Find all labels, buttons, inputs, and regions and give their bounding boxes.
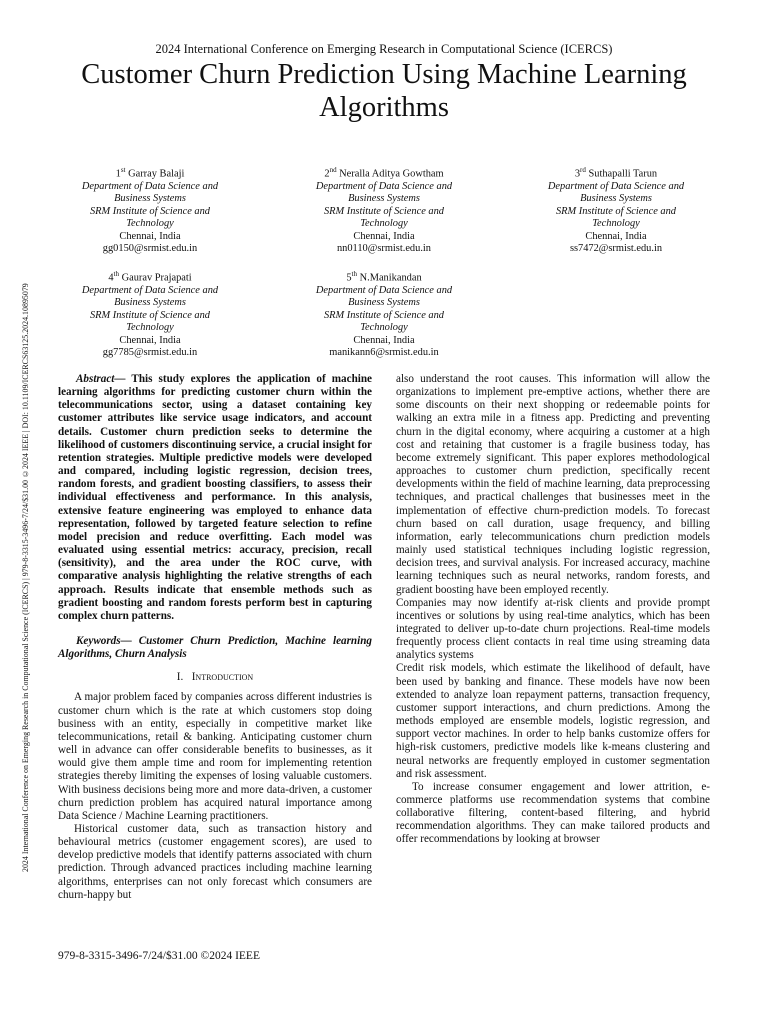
paper-title: Customer Churn Prediction Using Machine Learning Algorithms: [81, 59, 687, 123]
left-column: [58, 373, 372, 902]
section-title: Introduction: [191, 671, 254, 684]
author-city: Chennai, India: [119, 230, 181, 242]
abstract-text: This study explores the application of machine learning algorithms for predicting customer churn within the telecommunications sector, using a dataset containing key customer attributes like service usage indicators, and account details. Customer churn prediction seeks to determine the likelihood of customers discontinuing service, a crucial insight for retention strategies. Multiple predictive models were developed and compared, including logistic regression, decision trees, random forests, and gradient boosting classifiers, to assess their individual effectiveness and performance. In this analysis, extensive feature engineering was employed to enhance data representation, followed by targeted feature selection to refine model precision and reduce overfitting. Each model was evaluated using essential metrics: accuracy, precision, recall (sensitivity), and the area under the ROC curve, with comparative analysis highlighting the relative strengths of each approach. Results indicate that ensemble methods such as gradient boosting and random forests perform best in capturing complex churn patterns.: [58, 373, 372, 622]
author-dept: Business Systems: [348, 297, 420, 309]
author-city: Chennai, India: [585, 230, 647, 242]
keywords: Keywords— Customer Churn Prediction, Machine learning Algorithms, Churn Analysis: [58, 634, 372, 661]
conference-header: 2024 International Conference on Emerging Research in Computational Science (ICERCS): [155, 42, 613, 56]
author-institute: Technology: [126, 218, 174, 230]
author-name: 3rd Suthapalli Tarun: [574, 166, 658, 180]
author-email: gg0150@srmist.edu.in: [102, 242, 198, 254]
author-institute: Technology: [126, 322, 174, 334]
doi-sidebar: 2024 International Conference on Emerging Research in Computational Science (ICERCS) | 979-8-3315-3496-7/24/$31.00 ©2024 IEEE | DOI: 10.1109/ICERCS63125.2024.10895079: [21, 283, 30, 872]
author-institute: Technology: [592, 218, 640, 230]
author-institute: SRM Institute of Science and: [89, 205, 211, 217]
author-block-3: [511, 164, 721, 255]
author-email: manikann6@srmist.edu.in: [329, 346, 439, 358]
right-column: [396, 373, 710, 847]
author-name: 2nd Neralla Aditya Gowtham: [324, 166, 444, 180]
author-block-2: [279, 164, 489, 255]
author-dept: Business Systems: [114, 193, 186, 205]
author-dept: Department of Data Science and: [81, 180, 219, 192]
footer-copyright: 979-8-3315-3496-7/24/$31.00 ©2024 IEEE: [58, 950, 260, 962]
author-block-5: [279, 268, 489, 359]
section-heading: [58, 671, 372, 684]
paragraph: Companies may now identify at-risk clients and provide prompt incentives or solutions by using real-time analytics, which has been integrated to deliver up-to-date churn projections. Real-time models frequently process client contacts in real time using streaming data analytics systems: [396, 596, 710, 662]
author-dept: Business Systems: [348, 193, 420, 205]
author-dept: Department of Data Science and: [315, 284, 453, 296]
author-email: ss7472@srmist.edu.in: [569, 242, 663, 254]
author-dept: Department of Data Science and: [547, 180, 685, 192]
author-name: 1st Garray Balaji: [115, 166, 185, 180]
author-institute: SRM Institute of Science and: [89, 309, 211, 321]
author-city: Chennai, India: [353, 230, 415, 242]
paragraph: A major problem faced by companies across different industries is customer churn which is the rate at which customers stop doing business with an entity, especially in competitive market like telecommunications, retail & banking. Anticipating customer churn well in advance can offer considerable benefits to businesses, as it would give them ample time and room for implementing retention strategies thereby limiting the expenses of losing valuable customers. With business decisions being more and more data-driven, a customer churn prediction problem has acquired natural importance among Data Science / Machine Learning practitioners.: [58, 691, 372, 822]
author-institute: SRM Institute of Science and: [555, 205, 677, 217]
author-dept: Business Systems: [114, 297, 186, 309]
section-number: I.: [176, 671, 184, 684]
paragraph: Credit risk models, which estimate the likelihood of default, have been used by banking and finance. These models have now been extended to analyze loan repayment patterns, transaction frequency, customer support interactions, and churn predictions. Among the methods employed are ensemble models, logistic regression, and support vector machines. In order to help banks customize offers for high-risk customers, predictive models like k-means clustering and neural networks are frequently employed in customer segmentation and risk assessment.: [396, 662, 710, 780]
author-institute: Technology: [360, 322, 408, 334]
abstract: [58, 373, 372, 623]
paragraph: To increase consumer engagement and lower attrition, e-commerce platforms use recommendation systems that combine collaborative filtering, content-based filtering, and hybrid recommendation algorithms. They can make tailored products and offer recommendations by looking at browser: [396, 780, 710, 846]
author-city: Chennai, India: [353, 334, 415, 346]
author-email: gg7785@srmist.edu.in: [102, 346, 198, 358]
author-institute: SRM Institute of Science and: [323, 309, 445, 321]
author-dept: Department of Data Science and: [315, 180, 453, 192]
author-institute: SRM Institute of Science and: [323, 205, 445, 217]
author-block-1: [45, 164, 255, 255]
author-block-4: [45, 268, 255, 359]
author-name: 4th Gaurav Prajapati: [108, 270, 192, 284]
paragraph: Historical customer data, such as transaction history and behavioural metrics (customer engagement scores), are used to develop predictive models that identify patterns associated with churn prediction. Through advanced practices including machine learning algorithms, enterprises can not only forecast which consumers are churn-happy but: [58, 823, 372, 901]
abstract-label: Abstract—: [76, 373, 126, 385]
author-dept: Business Systems: [580, 193, 652, 205]
author-email: nn0110@srmist.edu.in: [336, 242, 432, 254]
author-institute: Technology: [360, 218, 408, 230]
paragraph: also understand the root causes. This information will allow the organizations to implement pre-emptive actions, whether there are some discounts on their next shopping or redeemable points for walking an extra mile in a fitness app. Predicting and preventing churn in the digital economy, where acquiring a customer at a high cost and retaining that customer is a fragile business today, has become extremely significant. This paper explores methodological approaches to customer churn prediction, specifically recent developments within the field of machine learning, data preprocessing techniques, and practical challenges that businesses meet in the implementation of effective churn-prediction models. To forecast churn based on call duration, usage frequency, and billing information, early telecommunications churn prediction models mainly used statistical techniques including logistic regression, decision trees, and survival analysis. For increased accuracy, machine learning techniques such as neural networks, random forests, and gradient boosting have been employed recently.: [396, 373, 710, 596]
author-city: Chennai, India: [119, 334, 181, 346]
author-name: 5th N.Manikandan: [346, 270, 422, 284]
author-dept: Department of Data Science and: [81, 284, 219, 296]
